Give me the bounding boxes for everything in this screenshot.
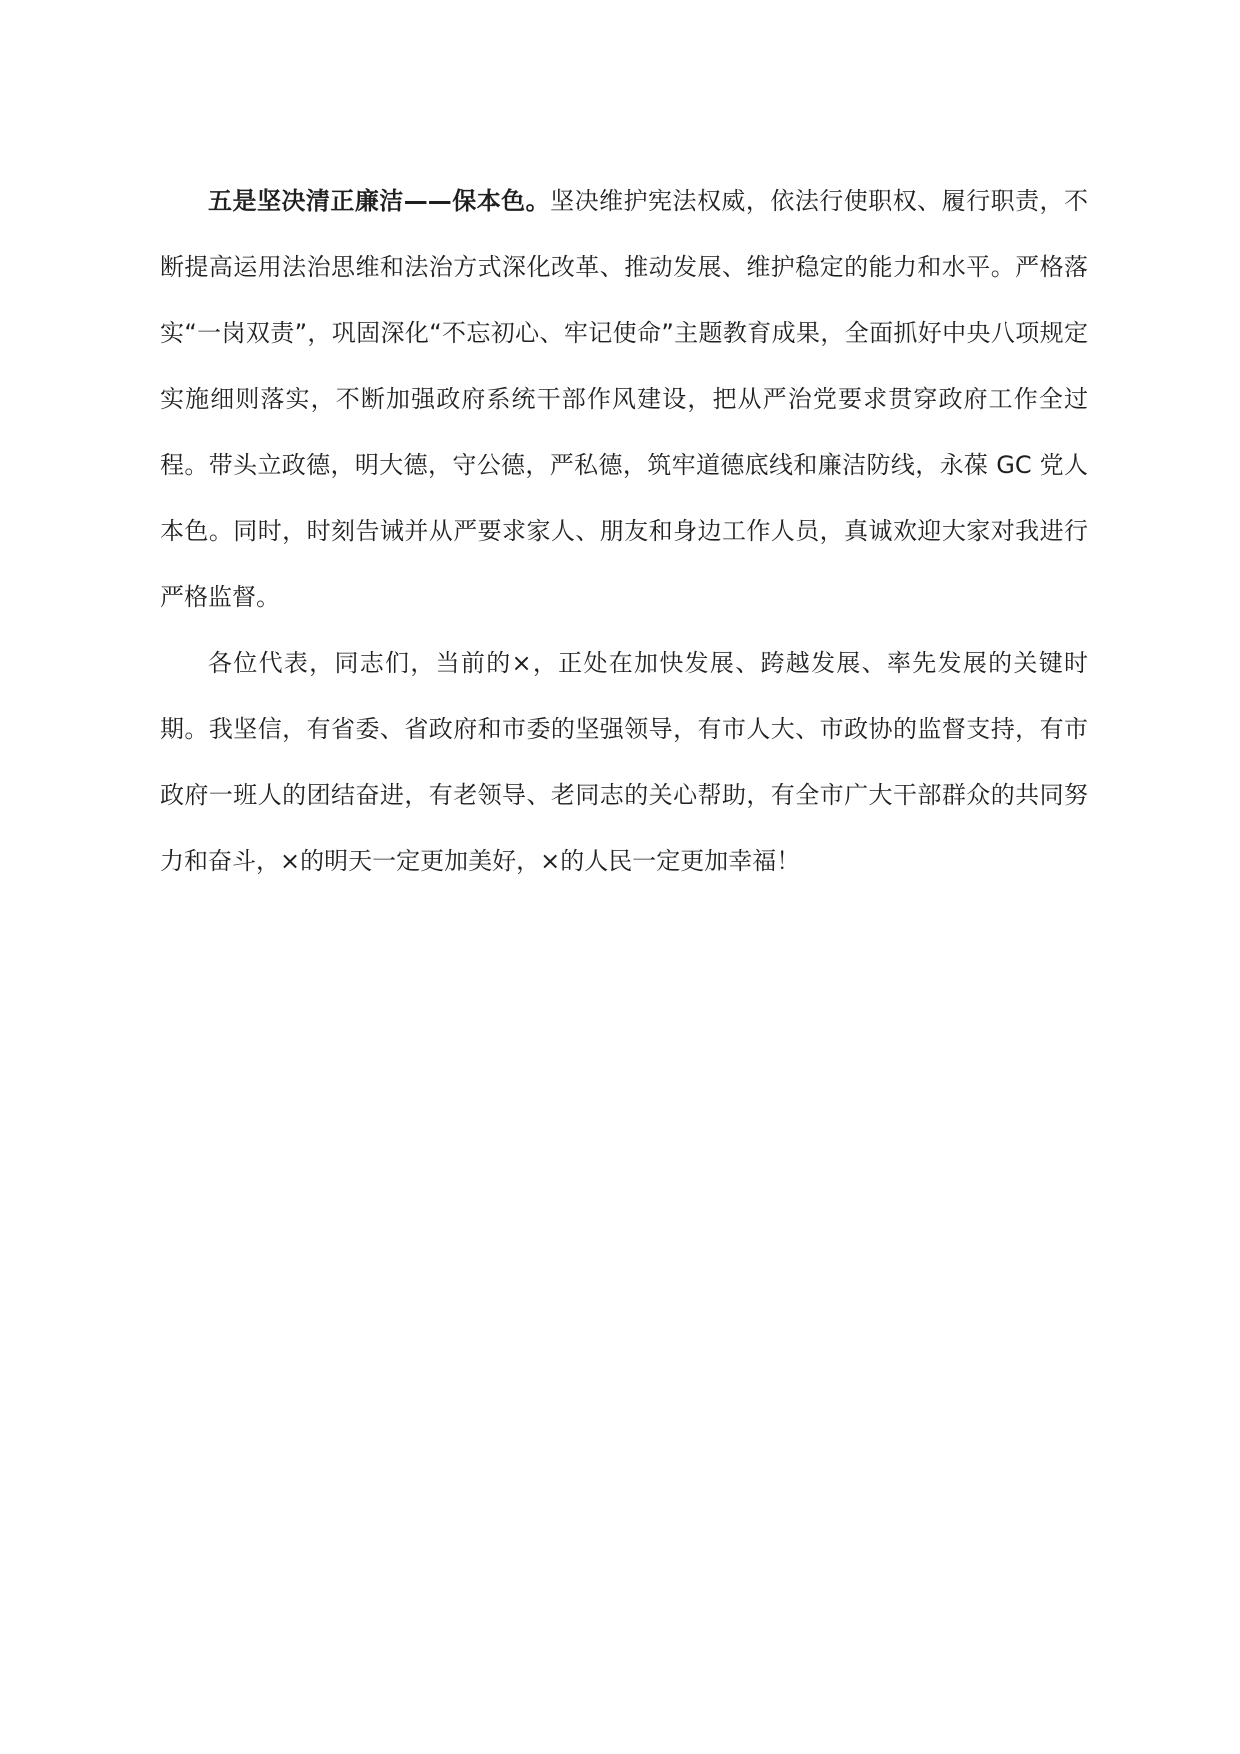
document-body: [160, 168, 1088, 894]
paragraph-lead-heading: 五是坚决清正廉洁——保本色。: [208, 187, 551, 215]
paragraph-closing: [160, 630, 1088, 894]
paragraph-text: 各位代表，同志们，当前的×，正处在加快发展、跨越发展、率先发展的关键时期。我坚信，有省委、省政府和市委的坚强领导，有市人大、市政协的监督支持，有市政府一班人的团结奋进，有老领导、老同志的关心帮助，有全市广大干部群众的共同努力和奋斗，×的明天一定更加美好，×的人民一定更加幸福！: [160, 649, 1088, 875]
paragraph-text: 坚决维护宪法权威，依法行使职权、履行职责，不断提高运用法治思维和法治方式深化改革、推动发展、维护稳定的能力和水平。严格落实“一岗双责”，巩固深化“不忘初心、牢记使命”主题教育成果，全面抓好中央八项规定实施细则落实，不断加强政府系统干部作风建设，把从严治党要求贯穿政府工作全过程。带头立政德，明大德，守公德，严私德，筑牢道德底线和廉洁防线，永葆 GC 党人本色。同时，时刻告诫并从严要求家人、朋友和身边工作人员，真诚欢迎大家对我进行严格监督。: [160, 187, 1089, 611]
paragraph-integrity: [160, 168, 1088, 630]
